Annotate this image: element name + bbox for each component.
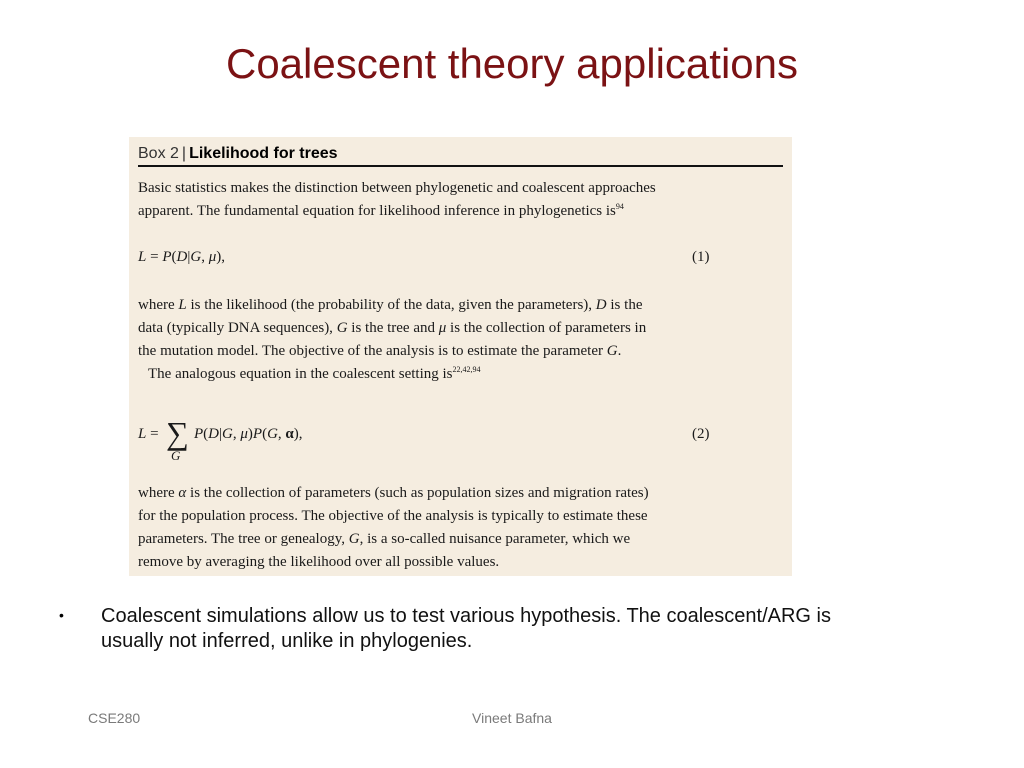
para3-line3-b: , is a so-called nuisance parameter, which we: [359, 531, 631, 547]
bullet-text: Coalescent simulations allow us to test various hypothesis. The coalescent/ARG is usually not inferred, unlike in phylogenies.: [101, 605, 831, 652]
slide-title: Coalescent theory applications: [225, 40, 798, 87]
para2-line2-c: is the collection of parameters in: [446, 320, 647, 336]
para2-text-c: is the: [606, 297, 643, 313]
equation-2-number: (2): [692, 426, 710, 442]
para2-line2-a: data (typically DNA sequences),: [138, 320, 337, 336]
para3-line2: for the population process. The objective of the analysis is typically to estimate these: [138, 508, 648, 524]
para1-reference: 94: [615, 202, 624, 211]
equation-1: L = P(D|G, μ),: [138, 249, 225, 265]
footer-course: CSE280: [88, 710, 141, 726]
equation-2: L = ∑ G P(D|G, μ)P(G, α),: [138, 415, 303, 463]
para2-line4: The analogous equation in the coalescent setting is: [148, 366, 453, 382]
box-title: Likelihood for trees: [189, 145, 338, 162]
box-paragraph-2: where L is the likelihood (the probability of the data, given the parameters), D is the data (typically DNA sequences), G is the tree and μ is the collection of parameters in the mutation model. The objective of the analysis is to estimate the parameter G. The analogous equation in the coalescent setting is$^{22,42,94}$: [138, 297, 647, 382]
sigma-subscript: G: [171, 448, 181, 463]
bullet-dot: •: [59, 607, 64, 623]
para2-text-b: is the likelihood (the probability of the data, given the parameters),: [186, 297, 596, 313]
sigma-symbol: ∑: [166, 415, 189, 451]
box-number: Box 2: [138, 145, 179, 162]
footer-author: Vineet Bafna: [472, 710, 552, 726]
box-paragraph-1: [138, 177, 788, 223]
equation-1-number: (1): [692, 249, 710, 265]
para1-line1: Basic statistics makes the distinction between phylogenetic and coalescent approaches: [138, 180, 656, 196]
para3-line1-a: where: [138, 485, 179, 501]
box-heading: [138, 143, 783, 167]
para2-line3: the mutation model. The objective of the analysis is to estimate the parameter: [138, 343, 607, 359]
para1-line2: apparent. The fundamental equation for likelihood inference in phylogenetics is: [138, 203, 616, 219]
likelihood-box-figure: [129, 137, 792, 576]
para2-reference: 22,42,94: [452, 365, 481, 374]
box-separator: |: [181, 145, 187, 162]
para3-line4: remove by averaging the likelihood over all possible values.: [138, 554, 500, 570]
para3-line1-b: is the collection of parameters (such as population sizes and migration rates): [186, 485, 649, 501]
para2-line2-b: is the tree and: [347, 320, 439, 336]
box-paragraph-3: where α is the collection of parameters (such as population sizes and migration rates) for the population process. The objective of the analysis is typically to estimate these parameters. The tree or genealogy, G, is a so-called nuisance parameter, which we remove by averaging the likelihood over all possible values.: [138, 485, 649, 570]
para3-line3-a: parameters. The tree or genealogy,: [138, 531, 349, 547]
para2-text-a: where: [138, 297, 179, 313]
